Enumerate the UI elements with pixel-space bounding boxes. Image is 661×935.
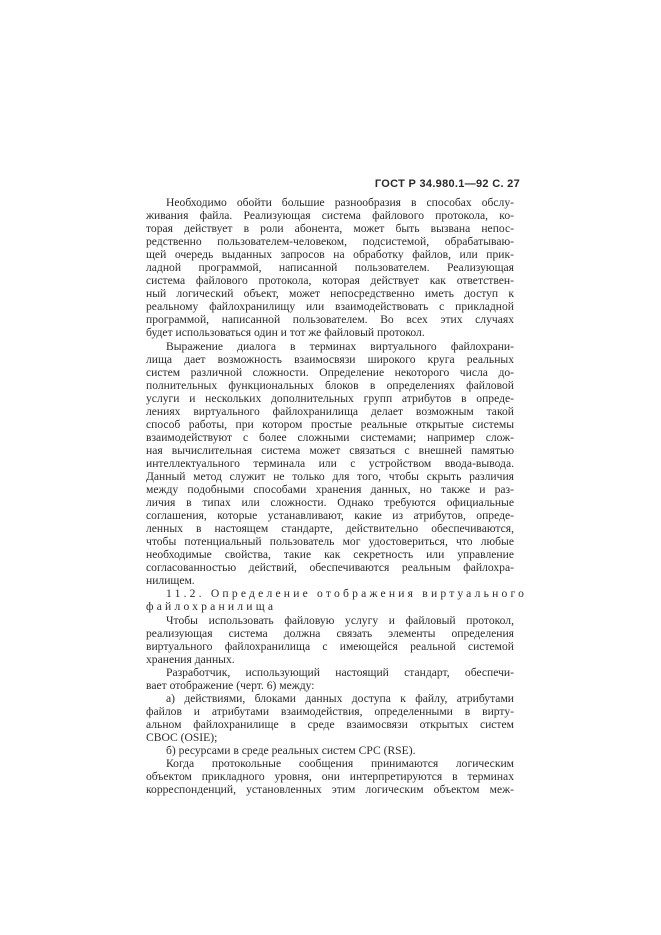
text-line: 11.2. Определение отображения виртуального [166, 587, 528, 601]
text-line: Необходимо обойти большие разнообразия в способах обслу- [166, 196, 514, 209]
text-line: ленных в настоящем стандарте, действительно обеспечиваются, [146, 522, 514, 536]
text-line: способ работы, при котором простые реальные открытые системы [146, 417, 514, 431]
text-line: а) действиями, блоками данных доступа к файлу, атрибутами [166, 691, 514, 705]
text-line: лениях виртуального файлохранилища делает возможным такой [146, 404, 514, 418]
text-line: Выражение диалога в терминах виртуального файлохрани- [166, 339, 514, 353]
text-line: соглашения, которые устанавливают, какие из атрибутов, опреде- [146, 509, 514, 523]
section-heading [146, 587, 528, 614]
text-line: взаимодействуют с более сложными системами; например слож- [146, 430, 514, 444]
paragraph [146, 614, 514, 666]
text-line: торая действует в роли абонента, может быть вызвана непос- [146, 222, 514, 236]
text-line: файлов и атрибутами взаимодействия, определенными в вирту- [146, 704, 514, 718]
text-line: б) ресурсами в среде реальных систем СРС (RSE). [166, 743, 416, 757]
document-body [146, 196, 528, 797]
text-line: необходимые свойства, такие как секретность или управление [146, 548, 514, 562]
text-line: Когда протокольные сообщения принимаются логическим [166, 757, 514, 771]
text-line: объектом прикладного уровня, они интерпретируются в терминах [146, 770, 514, 784]
text-line: файлохранилища [146, 600, 277, 614]
text-line: живания файла. Реализующая система файлового протокола, ко- [146, 209, 514, 223]
paragraph [146, 692, 514, 744]
text-line: реальному файлохранилищу или взаимодействовать с прикладной [146, 300, 514, 314]
text-line: Данный метод служит не только для того, чтобы скрыть различия [146, 469, 514, 483]
text-line: Чтобы использовать файловую услугу и файловый протокол, [166, 613, 514, 627]
text-line: нилищем. [146, 574, 195, 588]
paragraph [146, 744, 514, 757]
text-line: виртуального файлохранилища с имеющейся реальной системой [146, 639, 514, 653]
text-line: согласованностью действий, обеспечиваются реальным файлохра- [146, 561, 514, 575]
text-line: чтобы потенциальный пользователь мог удостовериться, что любые [146, 535, 514, 549]
text-line: хранения данных. [146, 652, 235, 666]
page-header: ГОСТ Р 34.980.1—92 С. 27 [374, 178, 520, 190]
paragraph [146, 666, 514, 692]
text-line: щей очередь выданных запросов на обработку файлов, или прик- [146, 248, 514, 262]
text-line: редственно пользователем-человеком, подсистемой, обрабатываю- [146, 235, 514, 249]
text-line: система файлового протокола, которая действует как ответствен- [146, 274, 514, 288]
text-line: вает отображение (черт. 6) между: [146, 678, 315, 692]
text-line: реализующая система должна связать элементы определения [146, 626, 514, 640]
text-line: интеллектуального терминала или с устройством ввода-вывода. [146, 456, 514, 470]
text-line: будет использоваться один и тот же файловый протокол. [146, 326, 425, 340]
paragraph [146, 757, 514, 796]
text-line: лища дает возможность взаимосвязи широкого круга реальных [146, 352, 514, 366]
text-line: Разработчик, использующий настоящий стандарт, обеспечи- [166, 665, 514, 679]
text-line: систем различной сложности. Определение некоторого числа до- [146, 365, 514, 379]
text-line: ный логический объект, может непосредственно иметь доступ к [146, 287, 514, 301]
text-line: ная вычислительная система может связаться с внешней памятью [146, 443, 514, 457]
text-line: программой, написанной пользователем. Во всех этих случаях [146, 313, 514, 327]
text-line: личия в типах или сложности. Однако требуются официальные [146, 496, 514, 510]
text-line: между подобными способами хранения данных, но также и раз- [146, 483, 514, 497]
text-line: СВОС (OSIE); [146, 730, 218, 744]
text-line: ладной программой, написанной пользователем. Реализующая [146, 261, 514, 275]
paragraph [146, 340, 514, 588]
paragraph [146, 196, 514, 340]
text-line: услуги и нескольких дополнительных групп атрибутов в опреде- [146, 391, 514, 405]
text-line: полнительных функциональных блоков в определениях файловой [146, 378, 514, 392]
text-line: альном файлохранилище в среде взаимосвязи открытых систем [146, 717, 514, 731]
text-line: корреспонденций, установленных этим логическим объектом меж- [146, 783, 514, 797]
